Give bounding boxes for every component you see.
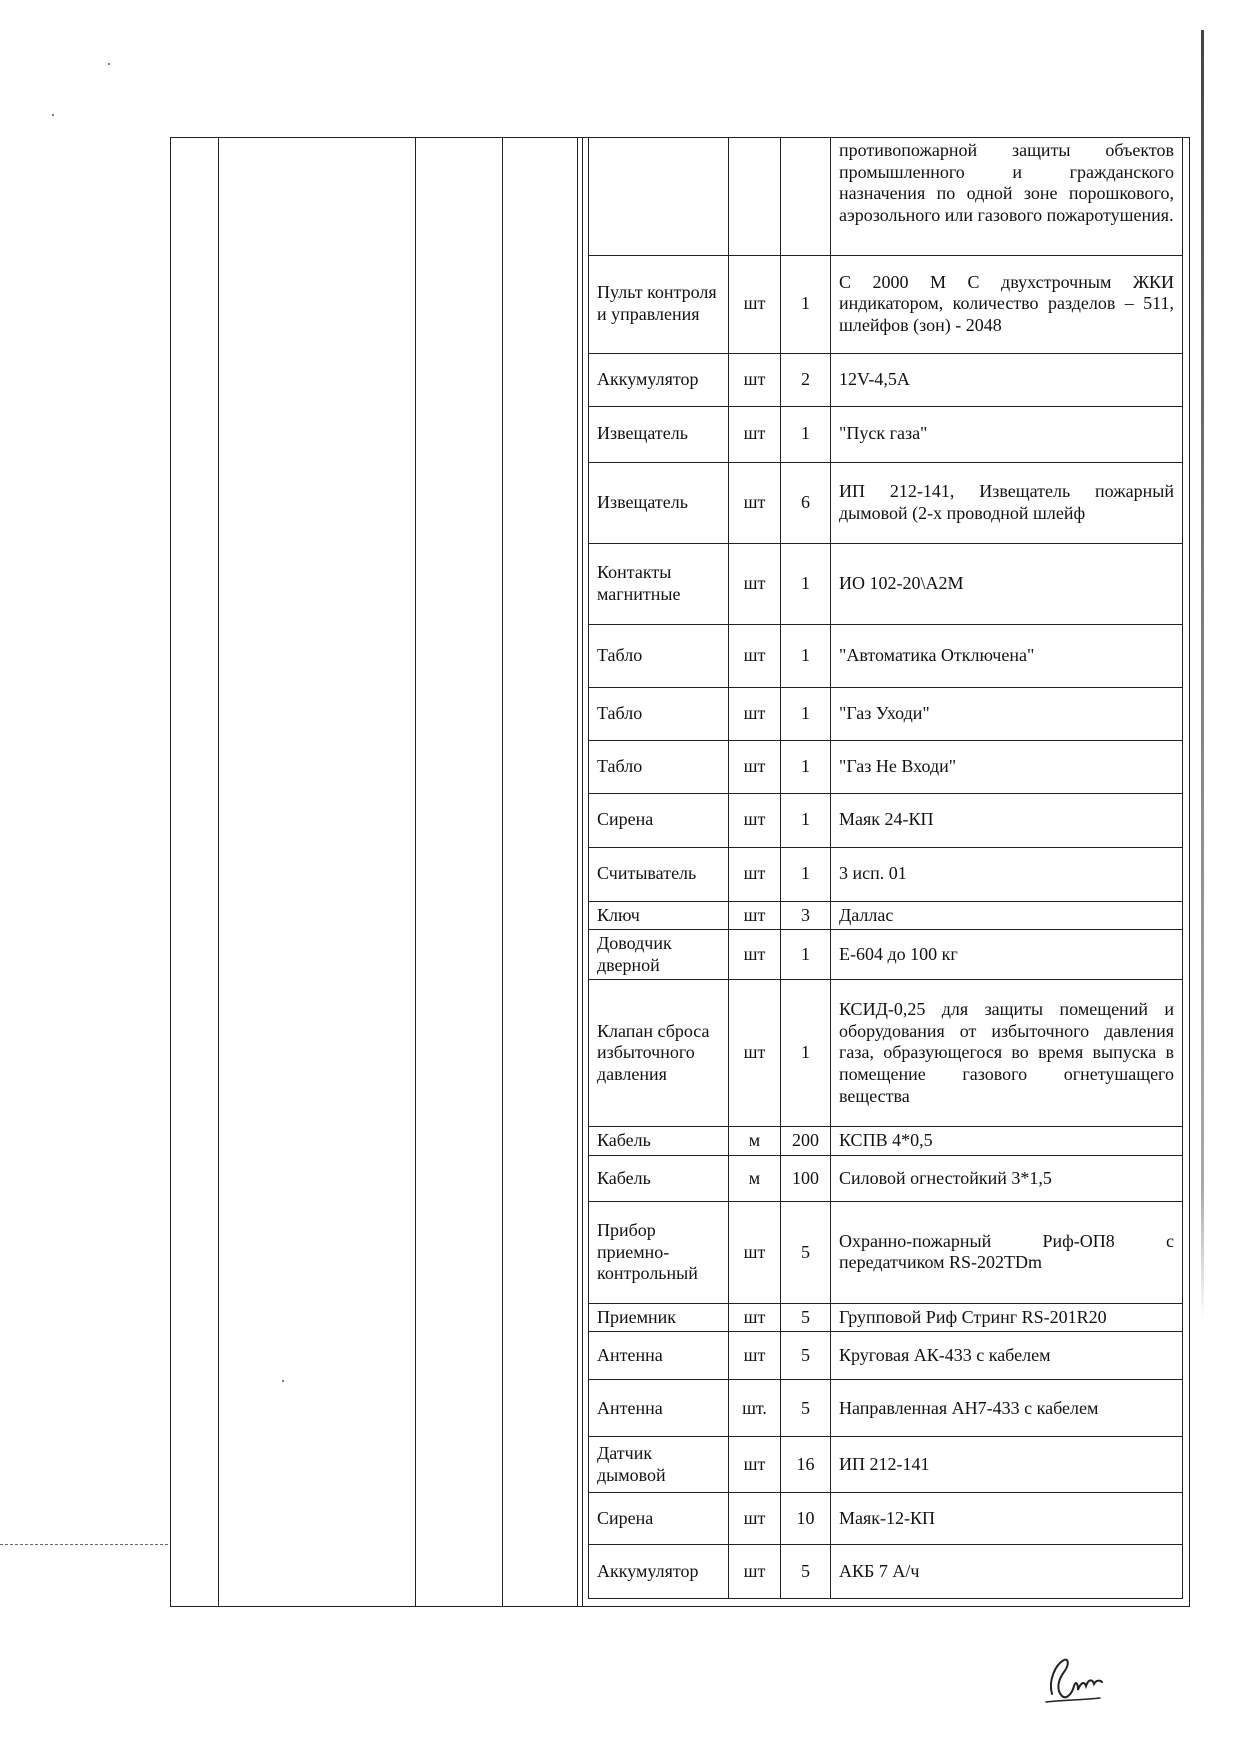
column-divider bbox=[502, 137, 503, 1607]
item-description: Направленная АН7-433 с кабелем bbox=[831, 1380, 1183, 1437]
item-unit: шт bbox=[729, 980, 781, 1127]
scan-edge-rule bbox=[1201, 30, 1204, 1320]
item-quantity: 5 bbox=[781, 1303, 831, 1332]
item-description: "Газ Уходи" bbox=[831, 687, 1183, 740]
item-quantity: 200 bbox=[781, 1127, 831, 1156]
item-unit: шт bbox=[729, 687, 781, 740]
spec-table-body bbox=[589, 137, 1183, 1599]
item-quantity: 1 bbox=[781, 255, 831, 353]
item-quantity: 3 bbox=[781, 901, 831, 930]
column-divider bbox=[218, 137, 219, 1607]
item-quantity: 1 bbox=[781, 980, 831, 1127]
table-row bbox=[589, 543, 1183, 624]
item-name: Контакты магнитные bbox=[589, 543, 729, 624]
column-divider bbox=[415, 137, 416, 1607]
item-quantity: 16 bbox=[781, 1437, 831, 1493]
item-unit: шт bbox=[729, 255, 781, 353]
column-divider bbox=[582, 137, 583, 1607]
item-description: Круговая АК-433 с кабелем bbox=[831, 1332, 1183, 1380]
table-row bbox=[589, 353, 1183, 406]
item-unit: шт bbox=[729, 901, 781, 930]
item-description: Маяк 24-КП bbox=[831, 793, 1183, 847]
item-quantity: 1 bbox=[781, 740, 831, 793]
table-row bbox=[589, 1155, 1183, 1201]
item-unit: шт bbox=[729, 1201, 781, 1303]
item-unit: шт bbox=[729, 624, 781, 687]
table-row bbox=[589, 1332, 1183, 1380]
table-row bbox=[589, 1493, 1183, 1545]
item-name: Считыватель bbox=[589, 847, 729, 901]
item-description: "Автоматика Отключена" bbox=[831, 624, 1183, 687]
item-name: Доводчик дверной bbox=[589, 930, 729, 980]
item-description: Силовой огнестойкий 3*1,5 bbox=[831, 1155, 1183, 1201]
item-quantity: 2 bbox=[781, 353, 831, 406]
item-unit: шт bbox=[729, 847, 781, 901]
item-name: Прибор приемно-контрольный bbox=[589, 1201, 729, 1303]
table-row bbox=[589, 462, 1183, 543]
item-quantity: 1 bbox=[781, 930, 831, 980]
table-row bbox=[589, 1303, 1183, 1332]
item-quantity: 1 bbox=[781, 624, 831, 687]
item-quantity: 6 bbox=[781, 462, 831, 543]
scan-speck bbox=[108, 63, 110, 65]
table-row bbox=[589, 1545, 1183, 1599]
item-description: Охранно-пожарный Риф-ОП8 с передатчиком RS-202TDm bbox=[831, 1201, 1183, 1303]
item-description: 12V-4,5А bbox=[831, 353, 1183, 406]
item-quantity: 5 bbox=[781, 1201, 831, 1303]
equipment-spec-table bbox=[588, 137, 1183, 1599]
item-description: АКБ 7 А/ч bbox=[831, 1545, 1183, 1599]
item-name: Приемник bbox=[589, 1303, 729, 1332]
item-description: "Пуск газа" bbox=[831, 406, 1183, 462]
item-quantity: 1 bbox=[781, 687, 831, 740]
item-description: ИО 102-20\А2М bbox=[831, 543, 1183, 624]
item-quantity: 1 bbox=[781, 406, 831, 462]
item-name: Датчик дымовой bbox=[589, 1437, 729, 1493]
item-unit: шт bbox=[729, 1493, 781, 1545]
item-unit: шт bbox=[729, 406, 781, 462]
item-name: Антенна bbox=[589, 1332, 729, 1380]
item-unit: шт. bbox=[729, 1380, 781, 1437]
item-description: Даллас bbox=[831, 901, 1183, 930]
item-description: Маяк-12-КП bbox=[831, 1493, 1183, 1545]
table-row bbox=[589, 687, 1183, 740]
item-name: Извещатель bbox=[589, 406, 729, 462]
table-row bbox=[589, 255, 1183, 353]
item-unit: м bbox=[729, 1127, 781, 1156]
item-name: Сирена bbox=[589, 793, 729, 847]
item-name: Кабель bbox=[589, 1127, 729, 1156]
table-row bbox=[589, 980, 1183, 1127]
scan-dashed-line bbox=[0, 1544, 168, 1545]
item-unit: шт bbox=[729, 1545, 781, 1599]
item-name: Ключ bbox=[589, 901, 729, 930]
item-description: Е-604 до 100 кг bbox=[831, 930, 1183, 980]
column-divider bbox=[577, 137, 578, 1607]
item-quantity: 100 bbox=[781, 1155, 831, 1201]
item-description: ИП 212-141 bbox=[831, 1437, 1183, 1493]
item-description: С 2000 М С двухстрочным ЖКИ индикатором, количество разделов – 511, шлейфов (зон) - 2048 bbox=[831, 255, 1183, 353]
item-unit: шт bbox=[729, 793, 781, 847]
item-quantity: 5 bbox=[781, 1332, 831, 1380]
item-unit: шт bbox=[729, 1303, 781, 1332]
item-name: Кабель bbox=[589, 1155, 729, 1201]
item-name: Аккумулятор bbox=[589, 1545, 729, 1599]
item-unit bbox=[729, 137, 781, 255]
item-unit: шт bbox=[729, 740, 781, 793]
item-name: Пульт контроля и управления bbox=[589, 255, 729, 353]
item-name: Извещатель bbox=[589, 462, 729, 543]
item-name bbox=[589, 137, 729, 255]
item-unit: м bbox=[729, 1155, 781, 1201]
item-name: Табло bbox=[589, 740, 729, 793]
table-row bbox=[589, 137, 1183, 255]
item-quantity bbox=[781, 137, 831, 255]
table-row bbox=[589, 847, 1183, 901]
table-row bbox=[589, 1437, 1183, 1493]
item-quantity: 10 bbox=[781, 1493, 831, 1545]
item-name: Антенна bbox=[589, 1380, 729, 1437]
item-quantity: 5 bbox=[781, 1545, 831, 1599]
table-row bbox=[589, 1201, 1183, 1303]
table-row bbox=[589, 793, 1183, 847]
item-description: ИП 212-141, Извещатель пожарный дымовой (2-х проводной шлейф bbox=[831, 462, 1183, 543]
item-unit: шт bbox=[729, 353, 781, 406]
item-unit: шт bbox=[729, 930, 781, 980]
item-unit: шт bbox=[729, 1332, 781, 1380]
item-name: Сирена bbox=[589, 1493, 729, 1545]
item-description: 3 исп. 01 bbox=[831, 847, 1183, 901]
table-row bbox=[589, 740, 1183, 793]
scan-speck bbox=[52, 114, 54, 116]
item-description: Групповой Риф Стринг RS-201R20 bbox=[831, 1303, 1183, 1332]
handwritten-signature bbox=[1042, 1650, 1106, 1706]
table-row bbox=[589, 624, 1183, 687]
item-quantity: 1 bbox=[781, 847, 831, 901]
item-unit: шт bbox=[729, 543, 781, 624]
item-quantity: 1 bbox=[781, 543, 831, 624]
item-name: Клапан сброса избыточного давления bbox=[589, 980, 729, 1127]
item-name: Табло bbox=[589, 624, 729, 687]
item-unit: шт bbox=[729, 1437, 781, 1493]
item-description: "Газ Не Входи" bbox=[831, 740, 1183, 793]
table-row bbox=[589, 930, 1183, 980]
item-unit: шт bbox=[729, 462, 781, 543]
item-description: противопожарной защиты объектов промышленного и гражданского назначения по одной зоне порошкового, аэрозольного или газового пожаротушения. bbox=[831, 137, 1183, 255]
item-name: Табло bbox=[589, 687, 729, 740]
item-description: КСИД-0,25 для защиты помещений и оборудования от избыточного давления газа, образующегося во время выпуска в помещение газового огнетушащего вещества bbox=[831, 980, 1183, 1127]
table-row bbox=[589, 901, 1183, 930]
item-quantity: 1 bbox=[781, 793, 831, 847]
item-description: КСПВ 4*0,5 bbox=[831, 1127, 1183, 1156]
table-row bbox=[589, 406, 1183, 462]
item-quantity: 5 bbox=[781, 1380, 831, 1437]
table-row bbox=[589, 1380, 1183, 1437]
item-name: Аккумулятор bbox=[589, 353, 729, 406]
table-row bbox=[589, 1127, 1183, 1156]
